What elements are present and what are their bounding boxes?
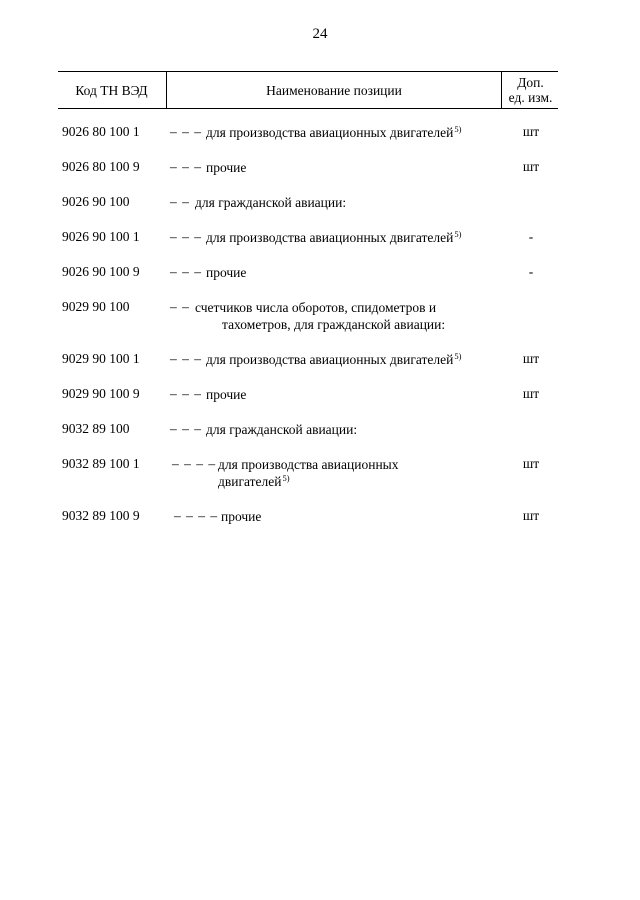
row-description — [195, 299, 515, 333]
row-description-line2: тахометров, для гражданской авиации: — [222, 317, 446, 332]
row-unit: - — [528, 264, 534, 279]
row-code: 9026 90 100 9 — [62, 264, 140, 279]
footnote-mark: 5) — [282, 473, 290, 483]
row-description — [218, 456, 498, 490]
header-name: Наименование позиции — [166, 72, 501, 108]
page-number: 24 — [312, 26, 328, 42]
row-description: прочие — [206, 387, 247, 402]
header-unit — [501, 72, 559, 108]
row-dashes: – – – — [170, 264, 202, 279]
footnote-mark: 5) — [454, 229, 462, 239]
row-unit: шт — [522, 386, 540, 401]
row-dashes: – – – — [170, 124, 202, 139]
header-code: Код ТН ВЭД — [75, 82, 148, 98]
row-unit: шт — [522, 508, 540, 523]
row-dashes: – – — [170, 194, 190, 209]
row-code: 9032 89 100 9 — [62, 508, 140, 523]
row-code: 9029 90 100 9 — [62, 386, 140, 401]
row-code: 9026 90 100 — [62, 194, 130, 209]
header-unit-line2: ед. изм. — [508, 90, 553, 105]
row-code: 9026 80 100 9 — [62, 159, 140, 174]
row-unit: - — [528, 229, 534, 244]
row-dashes: – – — [170, 299, 190, 314]
row-code: 9029 90 100 1 — [62, 351, 140, 366]
row-code: 9032 89 100 1 — [62, 456, 140, 471]
row-description: для производства авиационных двигателей$^{5)}$ — [206, 124, 462, 140]
row-unit: шт — [522, 351, 540, 366]
row-description-line2: двигателей$^{5)}$ — [218, 473, 290, 489]
row-description: прочие — [206, 265, 247, 280]
row-description: прочие — [221, 509, 262, 524]
row-description: для гражданской авиации: — [206, 422, 358, 437]
row-description-line1: счетчиков числа оборотов, спидометров и — [195, 300, 437, 315]
table-header — [58, 71, 558, 109]
row-unit: шт — [522, 124, 540, 139]
row-dashes: – – – — [170, 159, 202, 174]
row-unit: шт — [522, 159, 540, 174]
row-description: для гражданской авиации: — [195, 195, 347, 210]
row-description-line1: для производства авиационных — [218, 457, 399, 472]
row-code: 9029 90 100 — [62, 299, 130, 314]
row-description: для производства авиационных двигателей$^{5)}$ — [206, 351, 462, 367]
header-unit-line1: Доп. — [517, 75, 544, 90]
row-dashes: – – – — [170, 351, 202, 366]
row-unit: шт — [522, 456, 540, 471]
row-dashes: – – – – — [172, 456, 217, 471]
row-description: прочие — [206, 160, 247, 175]
row-dashes: – – – – — [174, 508, 219, 523]
row-dashes: – – – — [170, 229, 202, 244]
row-code: 9026 80 100 1 — [62, 124, 140, 139]
footnote-mark: 5) — [454, 124, 462, 134]
row-code: 9026 90 100 1 — [62, 229, 140, 244]
row-code: 9032 89 100 — [62, 421, 130, 436]
row-dashes: – – – — [170, 421, 202, 436]
row-dashes: – – – — [170, 386, 202, 401]
footnote-mark: 5) — [454, 351, 462, 361]
row-description: для производства авиационных двигателей$^{5)}$ — [206, 229, 462, 245]
